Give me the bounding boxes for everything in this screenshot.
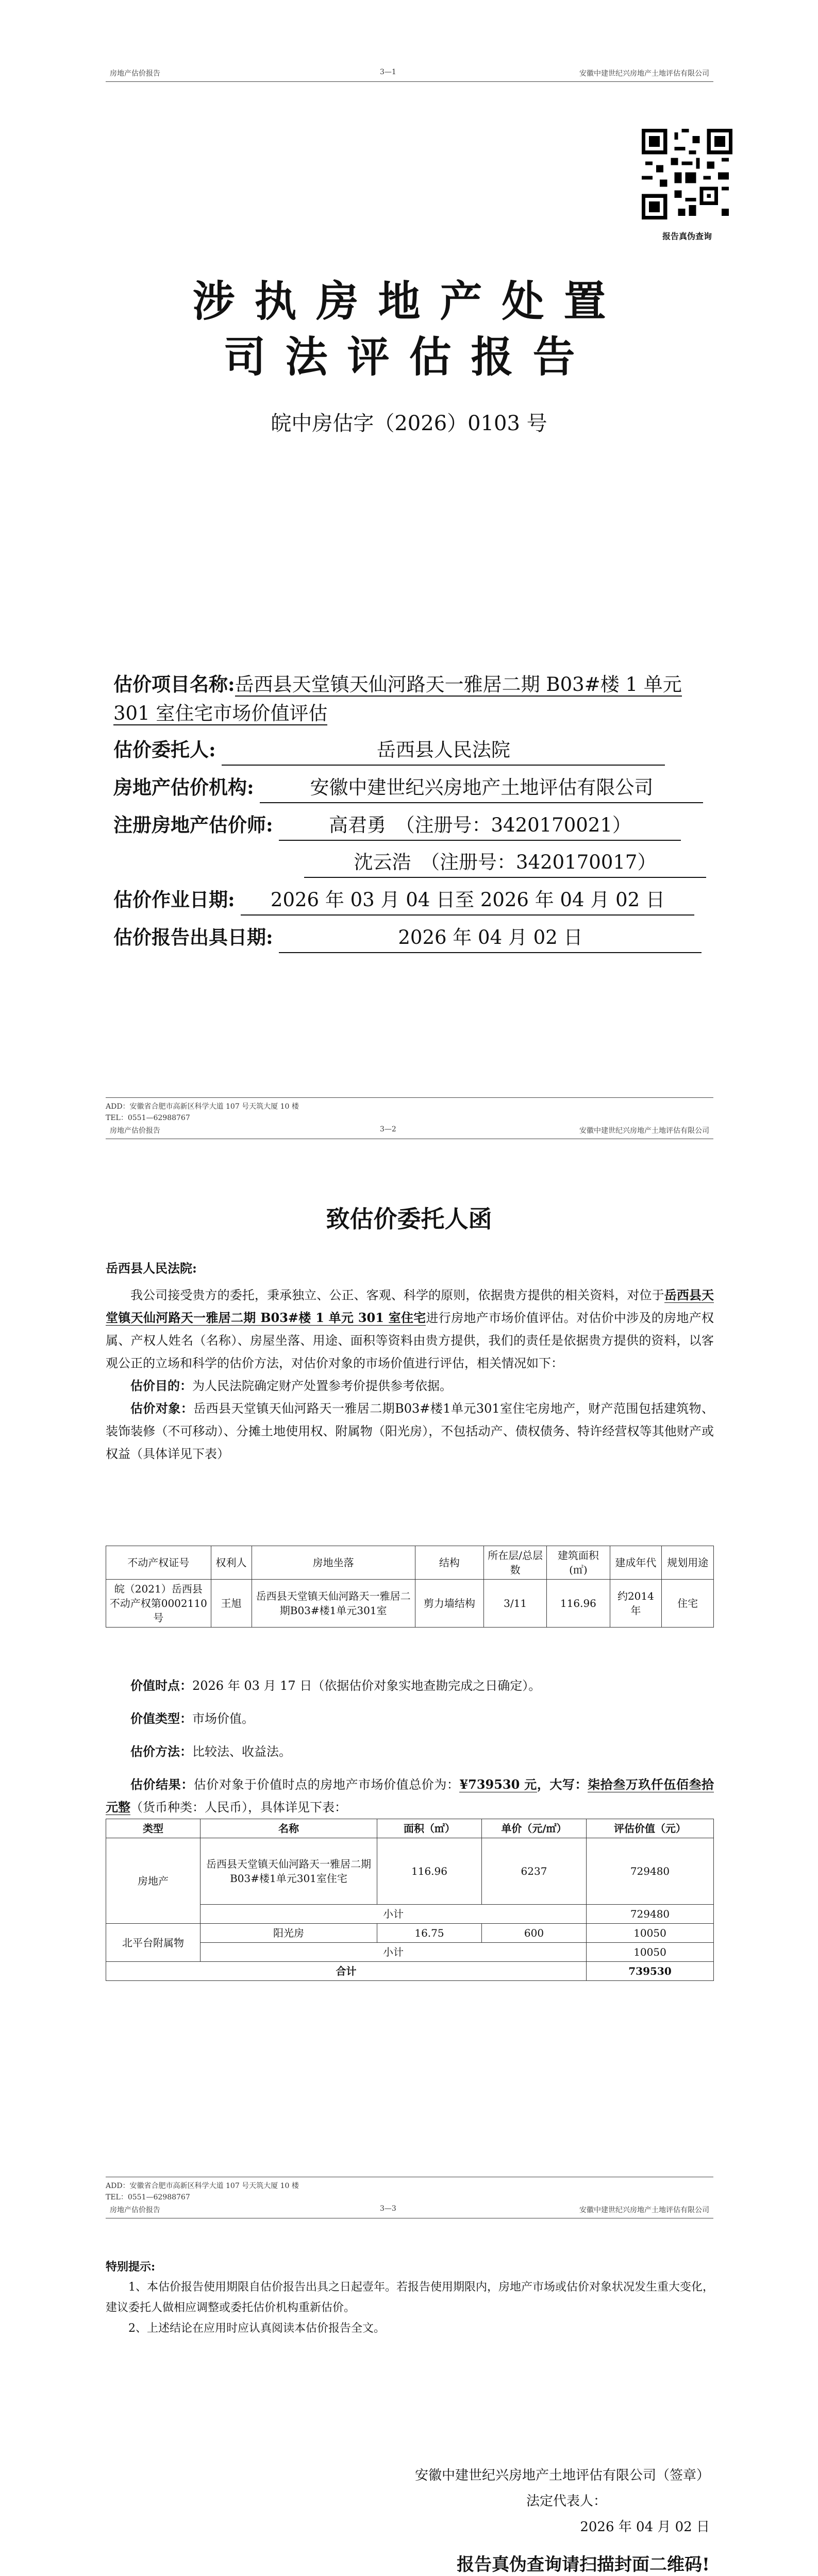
type-label: 价值类型： [130,1711,192,1726]
result-amount: ¥739530 元 [459,1777,537,1792]
signature-block [415,2463,710,2540]
project-row [113,670,716,728]
table-cell: 116.96 [547,1580,610,1628]
table-cell: 房地产 [106,1838,201,1924]
table-row [106,1838,714,1905]
object-label: 估价对象： [130,1401,194,1416]
client-row [113,735,716,766]
salutation: 岳西县人民法院: [106,1261,197,1276]
project-value: 岳西县天堂镇天仙河路天一雅居二期 B03#楼 1 单元 301 室住宅市场价值评估 [113,673,682,724]
agency-row [113,773,716,803]
page-footer [106,1097,713,1124]
table-cell: 岳西县天堂镇天仙河路天一雅居二期B03#楼1单元301室住宅 [201,1838,377,1905]
intro-pre: 我公司接受贵方的委托，秉承独立、公正、客观、科学的原则，依据贵方提供的相关资料，对位于 [130,1288,664,1302]
table-header: 所在层/总层数 [483,1546,546,1580]
special-notes [106,2257,714,2339]
table-row [106,1924,714,1943]
method-value: 比较法、收益法。 [192,1744,291,1759]
appraiser-row-2 [113,848,716,878]
agency-value: 安徽中建世纪兴房地产土地评估有限公司 [260,773,703,803]
table-header: 评估价值（元） [587,1819,714,1838]
table-cell: 729480 [587,1838,714,1905]
table-header-row [106,1819,714,1838]
table-row [106,1962,714,1981]
table-cell: 住宅 [662,1580,714,1628]
page-header [106,2202,713,2218]
time-value: 2026 年 03 月 17 日（依据估价对象实地查勘完成之日确定）。 [192,1679,541,1693]
verify-note: 报告真伪查询请扫描封面二维码! [457,2554,710,2575]
work-date-row [113,885,716,916]
table-header: 权利人 [211,1546,252,1580]
intro-address: 岳西县天堂镇天仙河路天一雅居二期 B03#楼 1 单元 301 室住宅 [106,1287,714,1325]
table-cell: 剪力墙结构 [415,1580,483,1628]
sign-date: 2026 年 04 月 02 日 [580,2519,710,2535]
qr-label: 报告真伪查询 [662,231,712,241]
table-cell: 小计 [201,1905,587,1924]
report-title-line2: 司法评估报告 [223,332,595,382]
table-cell: 阳光房 [201,1924,377,1943]
header-page-number: 3—3 [380,2205,396,2213]
object-paragraph [106,1397,714,1465]
purpose-value: 为人民法院确定财产处置参考价提供参考依据。 [192,1379,452,1393]
client-value: 岳西县人民法院 [222,736,665,766]
issue-date-label: 估价报告出具日期: [113,926,273,948]
purpose-paragraph [106,1375,714,1397]
table-cell: 16.75 [377,1924,482,1943]
work-date-label: 估价作业日期: [113,888,235,911]
header-page-number: 3—1 [380,68,396,76]
table-header: 面积（㎡） [377,1819,482,1838]
page-footer [106,2177,713,2203]
result-paragraph [106,1773,714,1819]
table-cell: 王旭 [211,1580,252,1628]
footer-address: ADD：安徽省合肥市高新区科学大道 107 号天筑大厦 10 楼 [106,2182,299,2190]
sign-company: 安徽中建世纪兴房地产土地评估有限公司（签章） [414,2468,710,2483]
intro-post: 进行房地产市场价值评估。对估价中涉及的房地产权属、产权人姓名（名称）、房屋坐落、用途、面积等资料由贵方提供，我们的责任是依据贵方提供的资料，以客观公正的立场和科学的估价方法，对估价对象的市场价值进行评估，相关情况如下： [106,1311,714,1370]
object-value: 岳西县天堂镇天仙河路天一雅居二期B03#楼1单元301室住宅房地产，财产范围包括建筑物、装饰装修（不可移动）、分摊土地使用权、附属物（阳光房），不包括动产、债权债务、特许经营权等其他财产或权益（具体详见下表） [106,1401,714,1461]
report-number: 皖中房估字（2026）0103 号 [271,412,547,435]
type-paragraph [106,1707,714,1730]
letter-title: 致估价委托人函 [326,1205,492,1233]
purpose-label: 估价目的： [130,1378,192,1393]
note-2: 2、上述结论在应用时应认真阅读本估价报告全文。 [128,2322,385,2335]
table-header: 结构 [415,1546,483,1580]
page-header [106,66,713,82]
footer-tel: TEL：0551—62988767 [106,1114,190,1122]
footer-tel: TEL：0551—62988767 [106,2193,190,2201]
result-mid: ，大写： [537,1777,588,1792]
header-right: 安徽中建世纪兴房地产土地评估有限公司 [579,1127,709,1135]
table-cell: 739530 [587,1962,714,1981]
table-cell: 600 [482,1924,587,1943]
method-paragraph [106,1740,714,1763]
header-page-number: 3—2 [380,1125,396,1133]
result-post: （货币种类：人民币），具体详见下表： [130,1800,347,1815]
table-cell: 约2014年 [610,1580,662,1628]
table-row [106,1580,714,1628]
work-date-value: 2026 年 03 月 04 日至 2026 年 04 月 02 日 [241,886,694,916]
header-right: 安徽中建世纪兴房地产土地评估有限公司 [579,2206,709,2214]
table-cell: 合计 [106,1962,587,1981]
project-label: 估价项目名称: [113,673,235,696]
issue-date-row [113,923,716,953]
report-title-line1: 涉执房地产处置 [192,277,626,326]
table-header: 建成年代 [610,1546,662,1580]
table-cell: 岳西县天堂镇天仙河路天一雅居二期B03#楼1单元301室 [252,1580,415,1628]
table-header: 单价（元/㎡） [482,1819,587,1838]
agency-label: 房地产估价机构: [113,776,254,799]
type-value: 市场价值。 [192,1711,254,1726]
time-label: 价值时点： [130,1678,192,1693]
table-cell: 北平台附属物 [106,1924,201,1962]
table-cell: 小计 [201,1943,587,1962]
table-header-row [106,1546,714,1580]
footer-address: ADD：安徽省合肥市高新区科学大道 107 号天筑大厦 10 楼 [106,1103,299,1111]
sign-representative: 法定代表人： [526,2494,607,2509]
result-upper: 柒拾叁万玖仟伍佰叁拾元整 [106,1777,714,1815]
header-left: 房地产估价报告 [110,2206,160,2214]
table-cell: 10050 [587,1924,714,1943]
client-label: 估价委托人: [113,738,216,761]
qr-code-icon[interactable] [642,129,732,219]
header-right: 安徽中建世纪兴房地产土地评估有限公司 [579,70,709,78]
appraiser-2: 沈云浩 （注册号：3420170017） [304,848,706,878]
result-label: 估价结果： [130,1777,194,1792]
table-header: 类型 [106,1819,201,1838]
table-cell: 6237 [482,1838,587,1905]
valuation-table [106,1819,714,1981]
letter-body [106,1257,714,1465]
header-left: 房地产估价报告 [110,1127,160,1135]
property-table [106,1546,714,1628]
header-left: 房地产估价报告 [110,70,160,78]
issue-date-value: 2026 年 04 月 02 日 [279,923,702,953]
cover-info [113,670,716,953]
appraiser-row [113,810,716,841]
result-pre: 估价对象于价值时点的房地产市场价值总价为： [193,1777,460,1792]
time-paragraph [106,1674,714,1697]
page-header [106,1123,713,1139]
table-header: 房地坐落 [252,1546,415,1580]
table-cell: 3/11 [483,1580,546,1628]
table-header: 规划用途 [662,1546,714,1580]
intro-paragraph [106,1284,714,1375]
table-cell: 10050 [587,1943,714,1962]
appraiser-1: 高君勇 （注册号：3420170021） [279,811,681,841]
table-header: 名称 [201,1819,377,1838]
appraiser-label: 注册房地产估价师: [113,814,273,836]
table-header: 建筑面积(㎡) [547,1546,610,1580]
table-header: 不动产权证号 [106,1546,211,1580]
table-cell: 729480 [587,1905,714,1924]
table-cell: 皖（2021）岳西县不动产权第0002110号 [106,1580,211,1628]
method-label: 估价方法： [130,1744,192,1759]
note-1: 1、本估价报告使用期限自估价报告出具之日起壹年。若报告使用期限内，房地产市场或估价对象状况发生重大变化，建议委托人做相应调整或委托估价机构重新估价。 [106,2281,714,2314]
valuation-details [106,1674,714,1819]
table-cell: 116.96 [377,1838,482,1905]
notes-title: 特别提示: [106,2260,156,2274]
